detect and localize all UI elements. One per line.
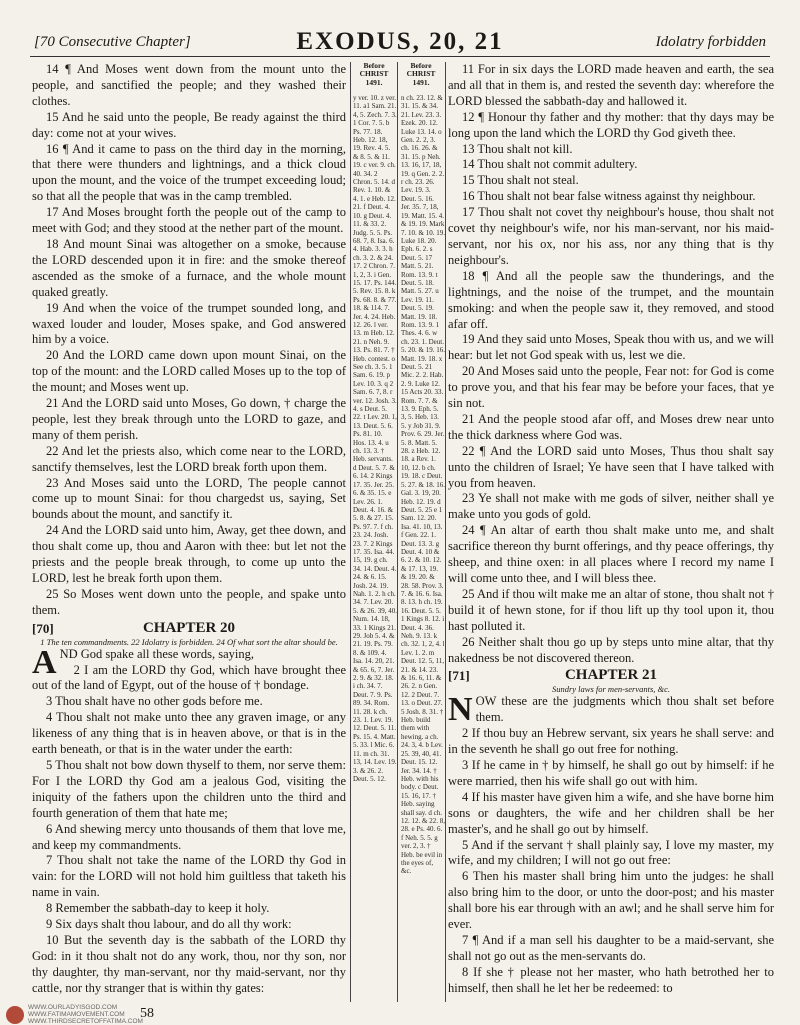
margin-notes-right: n ch. 23. 12. & 31. 15. & 34. 21. Lev. 23. 3. Ezek. 20. 12. Luke 13. 14. o Gen. 2. 2, 3. ch. 16. 26. & 31. 15. p Neh. 13. 16, 17, 18, 19. q Gen. 2. 2. r ch. 23. 26. Lev. 19. 3. Deut. 5. 16. Jer. 35. 7, 18, 19. Matt. 15. 4. & 19. 19. Mark 7. 10. & 10. 19. Luke 18. 20. Eph. 6. 2. s Deut. 5. 17 Matt. 5. 21. Rom. 13. 9. t Deut. 5. 18. Matt. 5. 27. u Lev. 19. 11. Deut. 5. 19. Matt. 19. 18. Rom. 13. 9. 1 Thes. 4. 6. w ch. 23. 1. Deut. 5. 20. & 19. 16. Matt. 19. 18. x Deut. 5. 21 Mic. 2. 2. Hab. 2. 9. Luke 12. 15 Acts 20. 33. Rom. 7. 7. & 13. 9. Eph. 5. 3, 5. Heb. 13. 5. y Job 31. 9. Prov. 6. 29. Jer. 5. 8. Matt. 5. 28. z Heb. 12. 18. a Rev. 1. 10, 12. b ch. 19. 18. c Deut. 5. 27. & 18. 16. Gal. 3. 19, 20. Heb. 12. 19. d Deut. 5. 25 e 1 Sam. 12. 20. Isa. 41. 10, 13. f Gen. 22. 1. Deut. 13. 3. g Deut. 4. 10 & 6. 2. & 10. 12. & 17. 13, 19. & 19. 20. & 28. 58. Prov. 3. 7. & 16. 6. Isa. 8. 13. h ch. 19. 16. Deut. 5. 5. 1 Kings 8. 12. i Deut. 4. 36. Neh. 9. 13. k ch. 32. 1, 2, 4. l Lev. 1. 2. m Deut. 12. 5, 11, 21. & 14. 23. & 16. 6, 11. & 26. 2. n Gen. 12. 2 Deut. 7. 13. o Deut. 27. 5 Josh. 8. 31. † Heb. build them with hewing. a ch. 24. 3, 4. b Lev. 25. 39, 40, 41. Deut. 15. 12. Jer. 34. 14. † Heb. with his body. c Deut. 15. 16, 17. † Heb. saying shall say. d ch. 12. 12. & 22. 8, 28. e Ps. 40. 6. f Neh. 5. 5. g ver. 2, 3. † Heb. be evil in the eyes of, &c. (401, 94, 445, 876)
chapter-21-title: CHAPTER 21 (564, 667, 658, 684)
margin-date-heading-right: Before CHRIST 1491. (406, 62, 436, 87)
margin-divider (397, 62, 398, 1002)
right-text-column (448, 62, 774, 997)
dropcap-letter: N (448, 691, 473, 729)
verse-paragraph: 24 ¶ An altar of earth thou shalt make unto me, and shalt sacrifice thereon thy burnt offerings, and thy peace offerings, thy sheep, and thine oxen: in all places where I record my name I will come unto thee, and I will bless thee. (448, 523, 774, 585)
verse-paragraph: 2 I am the LORD thy God, which have brought thee out of the land of Egypt, out of the house of † bondage. (32, 662, 346, 693)
page-footer (0, 1004, 800, 1024)
verse-paragraph: 21 And the people stood afar off, and Moses drew near unto the thick darkness where God was. (448, 411, 774, 442)
chapter-21-verse-1 (448, 691, 774, 729)
verse-paragraph: 18 ¶ And all the people saw the thunderings, and the lightnings, and the noise of the trumpet, and the mountain smoking: and when the people saw it, they removed, and stood afar off. (448, 268, 774, 331)
dropcap-letter: A (32, 643, 57, 681)
marginal-references (350, 62, 446, 1002)
verse-paragraph: 7 ¶ And if a man sell his daughter to be a maid-servant, she shall not go out as the men-servants do. (448, 932, 774, 963)
verse-paragraph: 13 Thou shalt not kill. (462, 141, 573, 156)
verse-paragraph: 4 If his master have given him a wife, and she have borne him sons or daughters, the wife and her children shall be her master's, and he shall go out by himself. (448, 789, 774, 836)
verse-paragraph: 16 Thou shalt not bear false witness against thy neighbour. (462, 189, 756, 204)
verse-paragraph: 21 And the LORD said unto Moses, Go down, † charge the people, lest they break through unto the LORD to gaze, and many of them perish. (32, 396, 346, 442)
verse-paragraph: 16 ¶ And it came to pass on the third day in the morning, that there were thunders and lightnings, and a thick cloud upon the mount, and the voice of the trumpet exceeding loud; so that all the people that was in the camp trembled. (32, 141, 346, 204)
verse-paragraph: 26 Neither shalt thou go up by steps unto mine altar, that thy nakedness be not discovered thereon. (448, 634, 774, 665)
verse-paragraph: 23 And Moses said unto the LORD, The people cannot come up to mount Sinai: for thou chargedst us, saying, Set bounds about the mount, and sanctify it. (32, 475, 346, 522)
verse-paragraph: 23 Ye shall not make with me gods of silver, neither shall ye make unto you gods of gold. (448, 491, 774, 522)
running-topic: Idolatry forbidden (655, 34, 766, 50)
verse-paragraph: 11 For in six days the LORD made heaven and earth, the sea and all that in them is, and rested the seventh day: wherefore the LORD blessed the sabbath-day and hallowed it. (448, 62, 774, 108)
verse-paragraph: 17 Thou shalt not covet thy neighbour's house, thou shalt not covet thy neighbour's wife, nor his man-servant, nor his maid-servant, nor his ox, nor his ass, nor any thing that is thy neighbour's. (448, 205, 774, 267)
verse-paragraph: 17 And Moses brought forth the people out of the camp to meet with God; and they stood at the nether part of the mount. (32, 205, 346, 236)
page-header (30, 28, 770, 54)
verse-paragraph: 8 Remember the sabbath-day to keep it holy. (46, 901, 270, 916)
verse-paragraph: 6 And shewing mercy unto thousands of them that love me, and keep my commandments. (32, 821, 346, 852)
verse-paragraph: 10 But the seventh day is the sabbath of the LORD thy God: in it thou shalt not do any work, thou, nor thy son, nor thy daughter, thy man-servant, nor thy maid-servant, nor thy cattle, nor thy stranger that is within thy gates: (32, 932, 346, 995)
verse-paragraph: 19 And they said unto Moses, Speak thou with us, and we will hear: but let not God speak with us, lest we die. (448, 332, 774, 363)
left-text-column (32, 62, 346, 997)
verse-text: OW these are the judgments which thou shalt set before them. (475, 694, 774, 725)
chapter-20-number: [70] (32, 620, 54, 636)
verse-paragraph: 25 And if thou wilt make me an altar of stone, thou shalt not † build it of hewn stone, for if thou lift up thy tool upon it, thou hast polluted it. (448, 586, 774, 633)
verse-paragraph: 3 If he came in † by himself, he shall go out by himself: if he were married, then his wife shall go out with him. (448, 757, 774, 788)
chapter-20-title: CHAPTER 20 (142, 619, 236, 636)
verse-paragraph: 18 And mount Sinai was altogether on a smoke, because the LORD descended upon it in fire: and the smoke thereof ascended as the smoke of a furnace, and the whole mount quaked greatly. (32, 236, 346, 299)
verse-paragraph: 8 If she † please not her master, who hath betrothed her to himself, then shall he let her be redeemed: to (448, 964, 774, 995)
chapter-21-summary: Sundry laws for men-servants, &c. (551, 684, 671, 695)
verse-paragraph: 15 And he said unto the people, Be ready against the third day: come not at your wives. (32, 109, 346, 140)
verse-paragraph: 6 Then his master shall bring him unto the judges: he shall also bring him to the door, or unto the door-post; and his master shall bore his ear through with an awl; and he shall serve him for ever. (448, 869, 774, 932)
consecutive-chapter-label: [70 Consecutive Chapter] (34, 34, 191, 50)
verse-paragraph: 3 Thou shalt have no other gods before me. (46, 694, 263, 709)
footer-url[interactable]: WWW.FATIMAMOVEMENT.COM (28, 1011, 125, 1018)
verse-paragraph: 24 And the LORD said unto him, Away, get thee down, and thou shalt come up, thou and Aaron with thee: but let not the priests and the people break through, to come up unto the LORD, lest he break forth upon them. (32, 523, 346, 585)
verse-paragraph: 4 Thou shalt not make unto thee any graven image, or any likeness of any thing that is in heaven above, or that is in the earth beneath, or that is in the water under the earth: (32, 710, 346, 757)
verse-paragraph: 19 And when the voice of the trumpet sounded long, and waxed louder and louder, Moses spake, and God answered him by a voice. (32, 300, 346, 347)
footer-url[interactable]: WWW.OURLADYISGOD.COM (28, 1004, 118, 1011)
book-chapter-title: EXODUS, 20, 21 (296, 28, 504, 55)
margin-notes-left: y ver. 10. z ver. 11. a1 Sam. 21. 4, 5. Zech. 7. 3. 1 Cor. 7. 5. b Ps. 77. 18. Heb. 12. 18, 19. Rev. 4. 5. & 8. 5. & 11. 19. c ver. 9. ch. 40. 34. 2 Chron. 5. 14. d Rev. 1. 10. & 4. 1. e Heb. 12. 21. f Deut. 4. 10. g Deut. 4. 11. & 33. 2. Judg. 5. 5. Ps. 68. 7, 8. Isa. 6. 4. Hab. 3. 3. h ch. 3. 2. & 24. 17. 2 Chron. 7. 1, 2, 3. i Gen. 15. 17. Ps. 144. 5. Rev. 15. 8. k Ps. 68. 8. & 77. 18. & 114. 7. Jer. 4. 24. Heb. 12. 26. l ver. 13. m Heb. 12. 21. n Neh. 9. 13. Ps. 81. 7. † Heb. contest. o See ch. 3. 5. 1 Sam. 6. 19. p Lev. 10. 3. q 2 Sam. 6. 7, 8. r ver. 12. Josh. 3. 4. s Deut. 5. 22. t Lev. 20. 1, 13. Deut. 5. 6. Ps. 81. 10. Hos. 13. 4. u ch. 13. 3. † Heb. servants. d Deut. 5. 7. & 6. 14. 2 Kings 17. 35. Jer. 25. 6. & 35. 15. e Lev. 26. 1. Deut. 4. 16. & 5. 8. & 27. 15. Ps. 97. 7. f ch. 23. 24. Josh. 23. 7. 2 Kings 17. 35. Isa. 44. 15, 19. g ch. 34. 14. Deut. 4. 24. & 6. 15. Josh. 24. 19. Nah. 1. 2. h ch. 34. 7. Lev. 20. 5. & 26. 39, 40. Num. 14. 18, 33. 1 Kings 21. 29. Job 5. 4. & 21. 19. Ps. 79. 8. & 109. 4. Isa. 14. 20, 21. & 65. 6, 7. Jer. 2. 9. & 32. 18. i ch. 34. 7. Deut. 7. 9. Ps. 89. 34. Rom. 11. 28. k ch. 23. 1. Lev. 19. 12. Deut. 5. 11. Ps. 15. 4. Matt. 5. 33. l Mic. 6. 11. m ch. 31. 13, 14. Lev. 19. 3. & 26. 2. Deut. 5. 12. (353, 94, 397, 783)
chapter-20-heading (32, 621, 346, 637)
verse-paragraph: 14 ¶ And Moses went down from the mount unto the people, and sanctified the people; and they washed their clothes. (32, 62, 346, 108)
verse-paragraph: 25 So Moses went down unto the people, and spake unto them. (32, 586, 346, 617)
verse-text: ND God spake all these words, saying, (59, 646, 254, 661)
verse-paragraph: 12 ¶ Honour thy father and thy mother: that thy days may be long upon the land which the LORD thy God giveth thee. (448, 109, 774, 140)
verse-paragraph: 22 ¶ And the LORD said unto Moses, Thus thou shalt say unto the children of Israel; Ye have seen that I have talked with you from heaven. (448, 443, 774, 490)
footer-urls (28, 1004, 143, 1025)
verse-paragraph: 20 And Moses said unto the people, Fear not: for God is come to prove you, and that his fear may be before your faces, that ye sin not. (448, 364, 774, 411)
header-rule (30, 56, 770, 57)
verse-paragraph: 5 Thou shalt not bow down thyself to them, nor serve them: For I the LORD thy God am a jealous God, visiting the iniquity of the fathers upon the children unto the third and fourth generation of them that hate me; (32, 757, 346, 820)
chapter-20-summary: 1 The ten commandments. 22 Idolatry is forbidden. 24 Of what sort the altar should be. (40, 636, 338, 647)
verse-paragraph: 14 Thou shalt not commit adultery. (462, 157, 638, 172)
seal-icon (6, 1006, 24, 1024)
verse-paragraph: 5 And if the servant † shall plainly say, I love my master, my wife, and my children; I will not go out free: (448, 837, 774, 868)
page-number: 58 (140, 1006, 154, 1021)
verse-paragraph: 22 And let the priests also, which come near to the LORD, sanctify themselves, lest the LORD break forth upon them. (32, 443, 346, 474)
verse-paragraph: 15 Thou shalt not steal. (462, 173, 579, 188)
margin-date-heading-left: Before CHRIST 1491. (351, 62, 398, 87)
verse-paragraph: 20 And the LORD came down upon mount Sinai, on the top of the mount: and the LORD called Moses up to the top of the mount; and Moses went up. (32, 348, 346, 395)
chapter-21-number: [71] (448, 668, 470, 684)
verse-paragraph: 9 Six days shalt thou labour, and do all thy work: (46, 917, 292, 932)
chapter-21-heading (448, 668, 774, 684)
verse-paragraph: 2 If thou buy an Hebrew servant, six years he shall serve: and in the seventh he shall go out free for nothing. (448, 726, 774, 757)
verse-paragraph: 7 Thou shalt not take the name of the LORD thy God in vain: for the LORD will not hold him guiltless that taketh his name in vain. (32, 853, 346, 900)
footer-url[interactable]: WWW.THIRDSECRETOFFATIMA.COM (28, 1018, 143, 1025)
